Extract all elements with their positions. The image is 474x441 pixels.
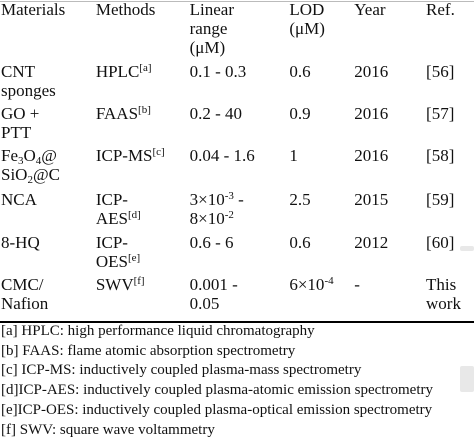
header-materials: Materials [1,0,66,19]
range-cell: 0.04 - 1.6 [189,146,255,165]
ref-cell: [59] [426,190,455,209]
lod-cell: 0.6 [289,62,311,81]
footnote-item: [a] HPLC: high performance liquid chromatography [1,323,315,339]
year-cell: 2015 [354,190,389,209]
header-ref: Ref. [426,0,455,19]
footnote-item: [f] SWV: square wave voltammetry [1,421,215,438]
lod-cell: 0.9 [289,104,311,123]
material-cell: NCA [1,190,37,209]
year-cell: 2012 [354,233,389,252]
range-cell: 0.1 - 0.3 [189,62,247,81]
table-row [0,146,474,190]
table-row [0,233,474,275]
range-cell: 0.2 - 40 [189,104,243,123]
method-cell: FAAS[b] [95,104,151,123]
lod-cell: $6\times 10^{-4}$ [289,275,334,294]
material-cell: 8-HQ [1,233,40,252]
footnote-item: [e]ICP-OES: inductively coupled plasma-optical emission spectrometry [1,401,433,418]
lod-cell: 2.5 [289,190,311,209]
year-cell: 2016 [354,62,389,81]
method-cell: ICP-MS[c] [95,146,165,165]
material-cell: $Fe_3O_4@$ SiO$_2$@C [1,146,60,186]
header-linear-range: Linear range (μM) [189,0,234,57]
ref-cell: [56] [426,62,455,81]
method-cell: SWV[f] [95,275,145,294]
year-cell: 2016 [354,146,389,165]
ref-cell: [57] [426,104,455,123]
header-methods: Methods [95,0,156,19]
ref-cell: [58] [426,146,455,165]
material-cell: CMC/ Nafion [1,275,49,313]
footnote-item: [d]ICP-AES: inductively coupled plasma-atomic emission spectrometry [1,382,433,399]
header-lod: LOD (μM) [289,0,325,38]
table-row [0,62,474,104]
edge-mark [460,246,474,251]
table-row [0,275,474,320]
method-cell: ICP- AES[d] [95,190,141,228]
edge-mark [460,366,474,392]
table-row [0,104,474,146]
range-cell: $3\times 10^{-3}$ - $8\times 10^{-2}$ [189,190,244,228]
footnote-item: [c] ICP-MS: inductively coupled plasma-mass spectrometry [1,362,362,379]
footnotes [1,322,473,440]
header-row [0,0,474,62]
lod-cell: 1 [289,146,298,165]
range-cell: 0.6 - 6 [189,233,234,252]
lod-cell: 0.6 [289,233,311,252]
year-cell: 2016 [354,104,389,123]
material-cell: CNT sponges [1,62,56,100]
range-cell: 0.001 - 0.05 [189,275,238,313]
method-cell: ICP- OES[e] [95,233,141,271]
method-cell: HPLC[a] [95,62,152,81]
year-cell: - [354,275,360,294]
ref-cell: This work [426,275,461,313]
material-cell: GO + PTT [1,104,40,142]
header-year: Year [354,0,386,19]
footnote-item: [b] FAAS: flame atomic absorption spectrometry [1,342,296,359]
table-row [0,190,474,233]
ref-cell: [60] [426,233,455,252]
